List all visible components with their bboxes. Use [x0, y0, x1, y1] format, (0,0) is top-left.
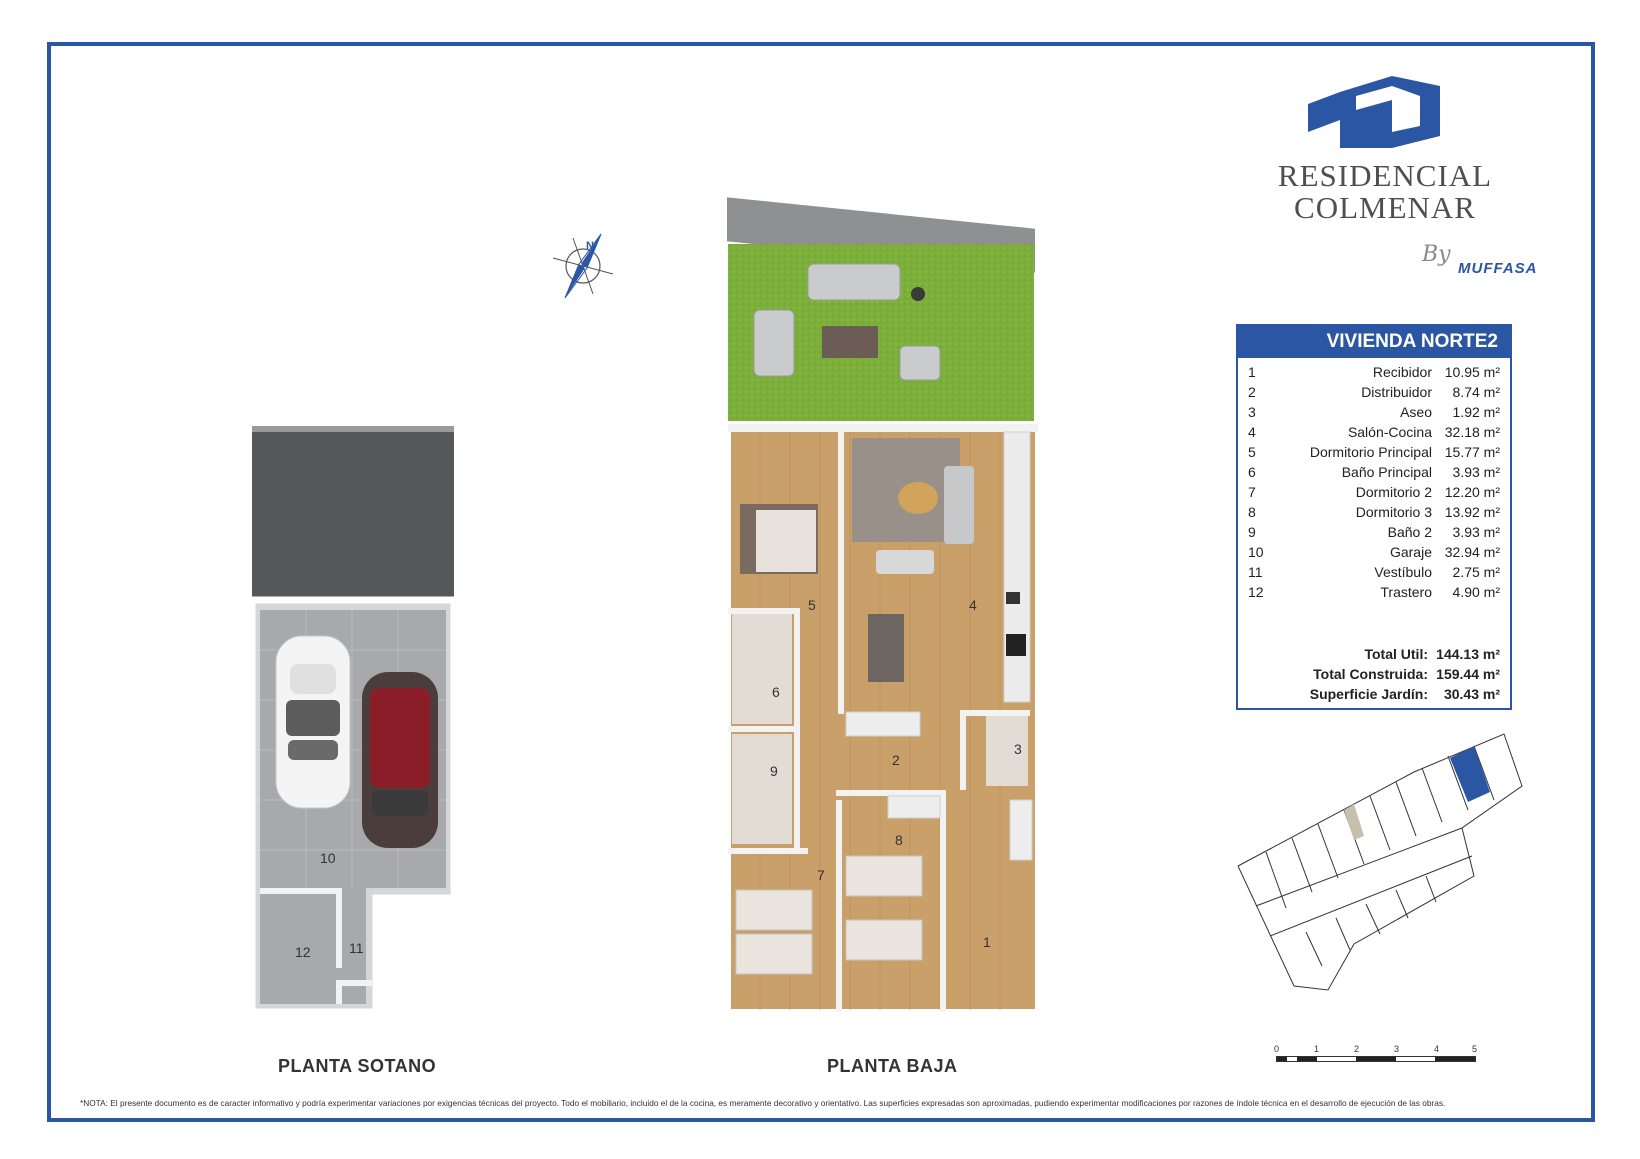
totals-block [1238, 644, 1510, 704]
room-number: 9 [1248, 524, 1256, 540]
dwelling-info-table [1236, 324, 1512, 710]
room-label-11: 11 [349, 940, 364, 956]
superficie-jardin-row [1248, 684, 1500, 704]
room-row [1248, 482, 1500, 502]
north-compass-icon [553, 234, 613, 298]
room-name: Recibidor [1372, 364, 1432, 380]
planta-baja-title: PLANTA BAJA [827, 1056, 958, 1076]
room-label-4: 4 [969, 597, 977, 613]
room-row [1248, 502, 1500, 522]
room-list [1238, 358, 1510, 602]
room-area: 2.75 m² [1452, 564, 1500, 580]
room-name: Dormitorio 3 [1355, 504, 1432, 520]
room-row [1248, 442, 1500, 462]
room-number: 5 [1248, 444, 1256, 460]
room-row [1248, 362, 1500, 382]
room-number: 7 [1248, 484, 1256, 500]
room-name: Vestíbulo [1374, 564, 1432, 580]
room-area: 3.93 m² [1452, 524, 1500, 540]
room-area: 10.95 m² [1444, 364, 1500, 380]
room-area: 4.90 m² [1452, 584, 1500, 600]
scale-tick: 2 [1354, 1044, 1360, 1054]
room-area: 12.20 m² [1444, 484, 1500, 500]
scale-tick: 0 [1274, 1044, 1280, 1054]
room-area: 15.77 m² [1444, 444, 1500, 460]
site-location-plan [1236, 730, 1526, 1010]
room-name: Dormitorio 2 [1355, 484, 1432, 500]
car-red-icon [362, 672, 438, 848]
by-signature: By [1422, 242, 1451, 267]
room-row [1248, 582, 1500, 602]
room-label-10: 10 [320, 850, 336, 866]
room-label-12: 12 [295, 944, 311, 960]
room-name: Trastero [1380, 584, 1432, 600]
room-area: 3.93 m² [1452, 464, 1500, 480]
room-area: 32.18 m² [1444, 424, 1500, 440]
room-name: Salón-Cocina [1347, 424, 1432, 440]
room-area: 8.74 m² [1452, 384, 1500, 400]
total-value: 144.13 m² [1436, 646, 1500, 662]
dwelling-title: VIVIENDA NORTE2 [1238, 326, 1510, 358]
room-label-9: 9 [770, 763, 778, 779]
room-number: 1 [1248, 364, 1256, 380]
scale-tick: 3 [1394, 1044, 1400, 1054]
room-number: 8 [1248, 504, 1256, 520]
room-row [1248, 462, 1500, 482]
room-name: Distribuidor [1361, 384, 1432, 400]
planta-baja-drawing [724, 194, 1038, 1012]
car-white-icon [276, 636, 350, 808]
room-area: 32.94 m² [1444, 544, 1500, 560]
total-value: 159.44 m² [1436, 666, 1500, 682]
brand-name-line1: RESIDENCIAL [1277, 158, 1493, 193]
room-number: 11 [1248, 564, 1263, 580]
residencial-colmenar-logo-icon [1308, 76, 1440, 148]
room-label-7: 7 [817, 867, 825, 883]
planta-sotano-drawing [252, 426, 454, 1012]
total-value: 30.43 m² [1443, 686, 1500, 702]
room-number: 2 [1248, 384, 1256, 400]
room-row [1248, 382, 1500, 402]
room-name: Baño Principal [1341, 464, 1432, 480]
planta-sotano-title: PLANTA SOTANO [278, 1056, 437, 1076]
room-area: 13.92 m² [1444, 504, 1500, 520]
compass-north-label: N [586, 240, 594, 252]
total-construida-row [1248, 664, 1500, 684]
scale-bar [1270, 1044, 1480, 1068]
room-number: 12 [1248, 584, 1264, 600]
room-label-6: 6 [772, 684, 780, 700]
scale-tick: 1 [1314, 1044, 1320, 1054]
room-name: Dormitorio Principal [1309, 444, 1432, 460]
room-number: 4 [1248, 424, 1256, 440]
total-util-row [1248, 644, 1500, 664]
scale-tick: 5 [1472, 1044, 1478, 1054]
total-label: Total Util: [1364, 646, 1428, 662]
room-label-5: 5 [808, 597, 816, 613]
brand-name-line2: COLMENAR [1294, 190, 1476, 225]
room-label-3: 3 [1014, 741, 1022, 757]
room-name: Garaje [1389, 544, 1432, 560]
total-label: Superficie Jardín: [1309, 686, 1428, 702]
room-row [1248, 542, 1500, 562]
room-name: Baño 2 [1387, 524, 1432, 540]
total-label: Total Construida: [1313, 666, 1428, 682]
room-label-8: 8 [895, 832, 903, 848]
room-row [1248, 402, 1500, 422]
room-name: Aseo [1400, 404, 1432, 420]
disclaimer-note: *NOTA: El presente documento es de caracter informativo y podría experimentar variaciones por exigencias técnicas del proyecto. Todo el mobiliario, incluido el de la cocina, es meramente decorativo y orientativo. Las superficies expresadas son aproximadas, pudiendo experimentar modificaciones por razones de índole técnica en el desarrollo de ejecución de las obras. [80, 1098, 1446, 1108]
room-row [1248, 522, 1500, 542]
room-number: 10 [1248, 544, 1264, 560]
room-area: 1.92 m² [1452, 404, 1500, 420]
room-number: 6 [1248, 464, 1256, 480]
room-number: 3 [1248, 404, 1256, 420]
room-label-2: 2 [892, 752, 900, 768]
room-row [1248, 562, 1500, 582]
room-row [1248, 422, 1500, 442]
developer-logo: MUFFASA [1458, 260, 1538, 277]
room-label-1: 1 [983, 934, 991, 950]
scale-tick: 4 [1434, 1044, 1440, 1054]
scale-bar-segments [1276, 1056, 1476, 1062]
